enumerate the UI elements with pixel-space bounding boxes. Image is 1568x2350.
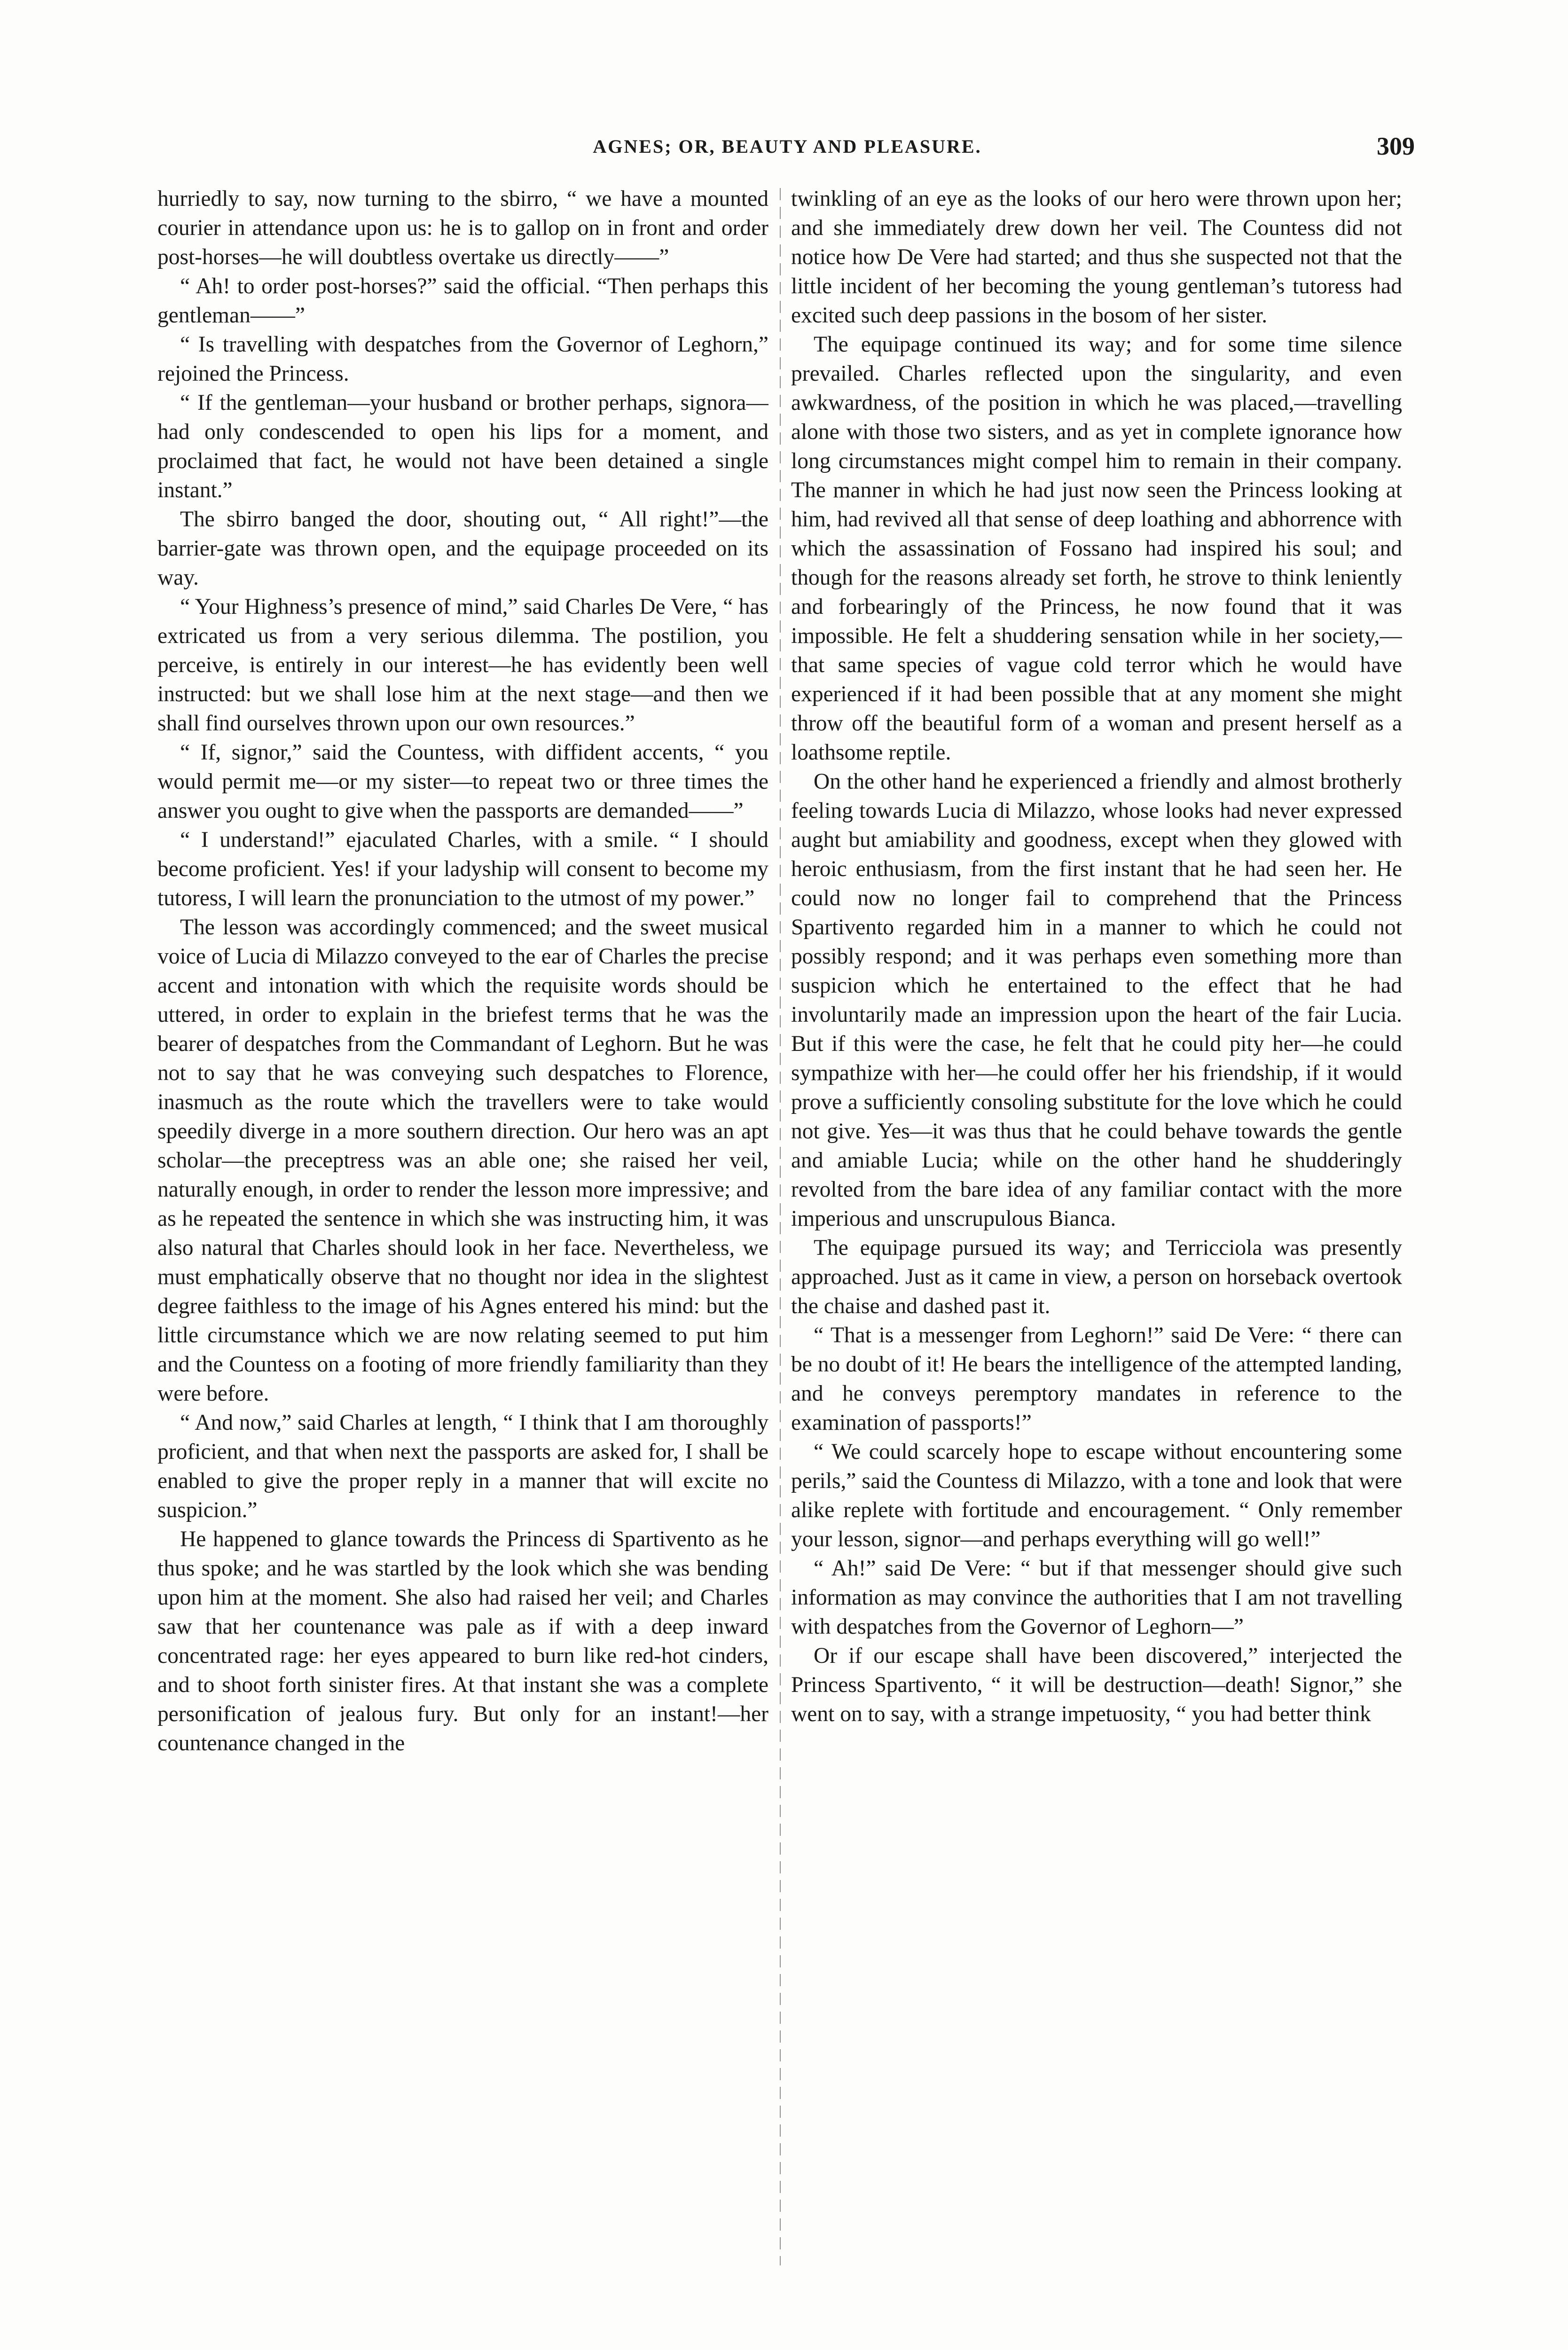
column-divider: [780, 188, 781, 2265]
paragraph: “ Ah!” said De Vere: “ but if that messenger should give such information as may convince the authorities that I am not travelling with despatches from the Governor of Leghorn—”: [791, 1556, 1402, 1639]
paragraph: “ We could scarcely hope to escape without encountering some perils,” said the Countess di Milazzo, with a tone and look that were alike replete with fortitude and encouragement. “ Only remember your lesson, signor—and perhaps everything will go well!”: [791, 1440, 1402, 1551]
left-column: [157, 184, 768, 2290]
paragraph: “ If the gentleman—your husband or brother perhaps, signora—had only condescended to open his lips for a moment, and proclaimed that fact, he would not have been detained a single instant.”: [157, 391, 768, 502]
paragraph: He happened to glance towards the Princess di Spartivento as he thus spoke; and he was startled by the look which she was bending upon him at the moment. She also had raised her veil; and Charles saw that her countenance was pale as if with a deep inward concentrated rage: her eyes appeared to burn like red-hot cinders, and to shoot forth sinister fires. At that instant she was a complete personification of jealous fury. But only for an instant!—her countenance changed in the: [157, 1527, 768, 1755]
paragraph: twinkling of an eye as the looks of our hero were thrown upon her; and she immediately drew down her veil. The Countess did not notice how De Vere had started; and thus she suspected not that the little incident of her becoming the young gentleman’s tutoress had excited such deep passions in the bosom of her sister.: [791, 187, 1402, 328]
paragraph: The equipage pursued its way; and Terricciola was presently approached. Just as it came in view, a person on horseback overtook the chaise and dashed past it.: [791, 1236, 1402, 1318]
paragraph: “ That is a messenger from Leghorn!” said De Vere: “ there can be no doubt of it! He bears the intelligence of the attempted landing, and he conveys peremptory mandates in reference to the examination of passports!”: [791, 1323, 1402, 1435]
paragraph: The sbirro banged the door, shouting out, “ All right!”—the barrier-gate was thrown open, and the equipage proceeded on its way.: [157, 507, 768, 590]
paragraph: Or if our escape shall have been discovered,” interjected the Princess Spartivento, “ it will be destruction—death! Signor,” she went on to say, with a strange impetuosity, “ you had better think: [791, 1644, 1402, 1726]
paragraph: “ Your Highness’s presence of mind,” said Charles De Vere, “ has extricated us from a very serious dilemma. The postilion, you perceive, is entirely in our interest—he has evidently been well instructed: but we shall lose him at the next stage—and then we shall find ourselves thrown upon our own resources.”: [157, 595, 768, 736]
paragraph: “ Ah! to order post-horses?” said the official. “Then perhaps this gentleman——”: [157, 274, 768, 328]
page-number: 309: [1377, 132, 1415, 160]
running-title: AGNES; OR, BEAUTY AND PLEASURE.: [593, 136, 982, 157]
paragraph: The equipage continued its way; and for some time silence prevailed. Charles reflected upon the singularity, and even awkwardness, of the position in which he was placed,—travelling alone with those two sisters, and as yet in complete ignorance how long circumstances might compel him to remain in their company. The manner in which he had just now seen the Princess looking at him, had revived all that sense of deep loathing and abhorrence with which the assassination of Fossano had inspired his soul; and though for the reasons already set forth, he strove to think leniently and forbearingly of the Princess, he now found that it was impossible. He felt a shuddering sensation while in her society,—that same species of vague cold terror which he would have experienced if it had been possible that at any moment she might throw off the beautiful form of a woman and present herself as a loathsome reptile.: [791, 332, 1402, 765]
paragraph: “ I understand!” ejaculated Charles, with a smile. “ I should become proficient. Yes! if your ladyship will consent to become my tutoress, I will learn the pronunciation to the utmost of my power.”: [157, 828, 768, 910]
running-head: [155, 132, 1419, 168]
paragraph: hurriedly to say, now turning to the sbirro, “ we have a mounted courier in attendance upon us: he is to gallop on in front and order post-horses—he will doubtless overtake us directly——”: [157, 187, 768, 269]
paragraph: “ And now,” said Charles at length, “ I think that I am thoroughly proficient, and that when next the passports are asked for, I shall be enabled to give the proper reply in a manner that will excite no suspicion.”: [157, 1410, 768, 1522]
paragraph: “ If, signor,” said the Countess, with diffident accents, “ you would permit me—or my sister—to repeat two or three times the answer you ought to give when the passports are demanded——”: [157, 740, 768, 823]
right-column: [791, 184, 1402, 2290]
paragraph: On the other hand he experienced a friendly and almost brotherly feeling towards Lucia di Milazzo, whose looks had never expressed aught but amiability and goodness, except when they glowed with heroic enthusiasm, from the first instant that he had seen her. He could now no longer fail to comprehend that the Princess Spartivento regarded him in a manner to which he could not possibly respond; and it was perhaps even something more than suspicion which he entertained to the effect that he had involuntarily made an impression upon the heart of the fair Lucia. But if this were the case, he felt that he could pity her—he could sympathize with her—he could offer her his friendship, if it would prove a sufficiently consoling substitute for the love which he could not give. Yes—it was thus that he could behave towards the gentle and amiable Lucia; while on the other hand he shudderingly revolted from the bare idea of any familiar contact with the more imperious and unscrupulous Bianca.: [791, 769, 1402, 1231]
paragraph: The lesson was accordingly commenced; and the sweet musical voice of Lucia di Milazzo conveyed to the ear of Charles the precise accent and intonation with which the requisite words should be uttered, in order to explain in the briefest terms that he was the bearer of despatches from the Commandant of Leghorn. But he was not to say that he was conveying such despatches to Florence, inasmuch as the route which the travellers were to take would speedily diverge in a more southern direction. Our hero was an apt scholar—the preceptress was an able one; she raised her veil, naturally enough, in order to render the lesson more impressive; and as he repeated the sentence in which she was instructing him, it was also natural that Charles should look in her face. Nevertheless, we must emphatically observe that no thought nor idea in the slightest degree faithless to the image of his Agnes entered his mind: but the little circumstance which we are now relating seemed to put him and the Countess on a footing of more friendly familiarity than they were before.: [157, 915, 768, 1406]
paragraph: “ Is travelling with despatches from the Governor of Leghorn,” rejoined the Princess.: [157, 332, 768, 386]
